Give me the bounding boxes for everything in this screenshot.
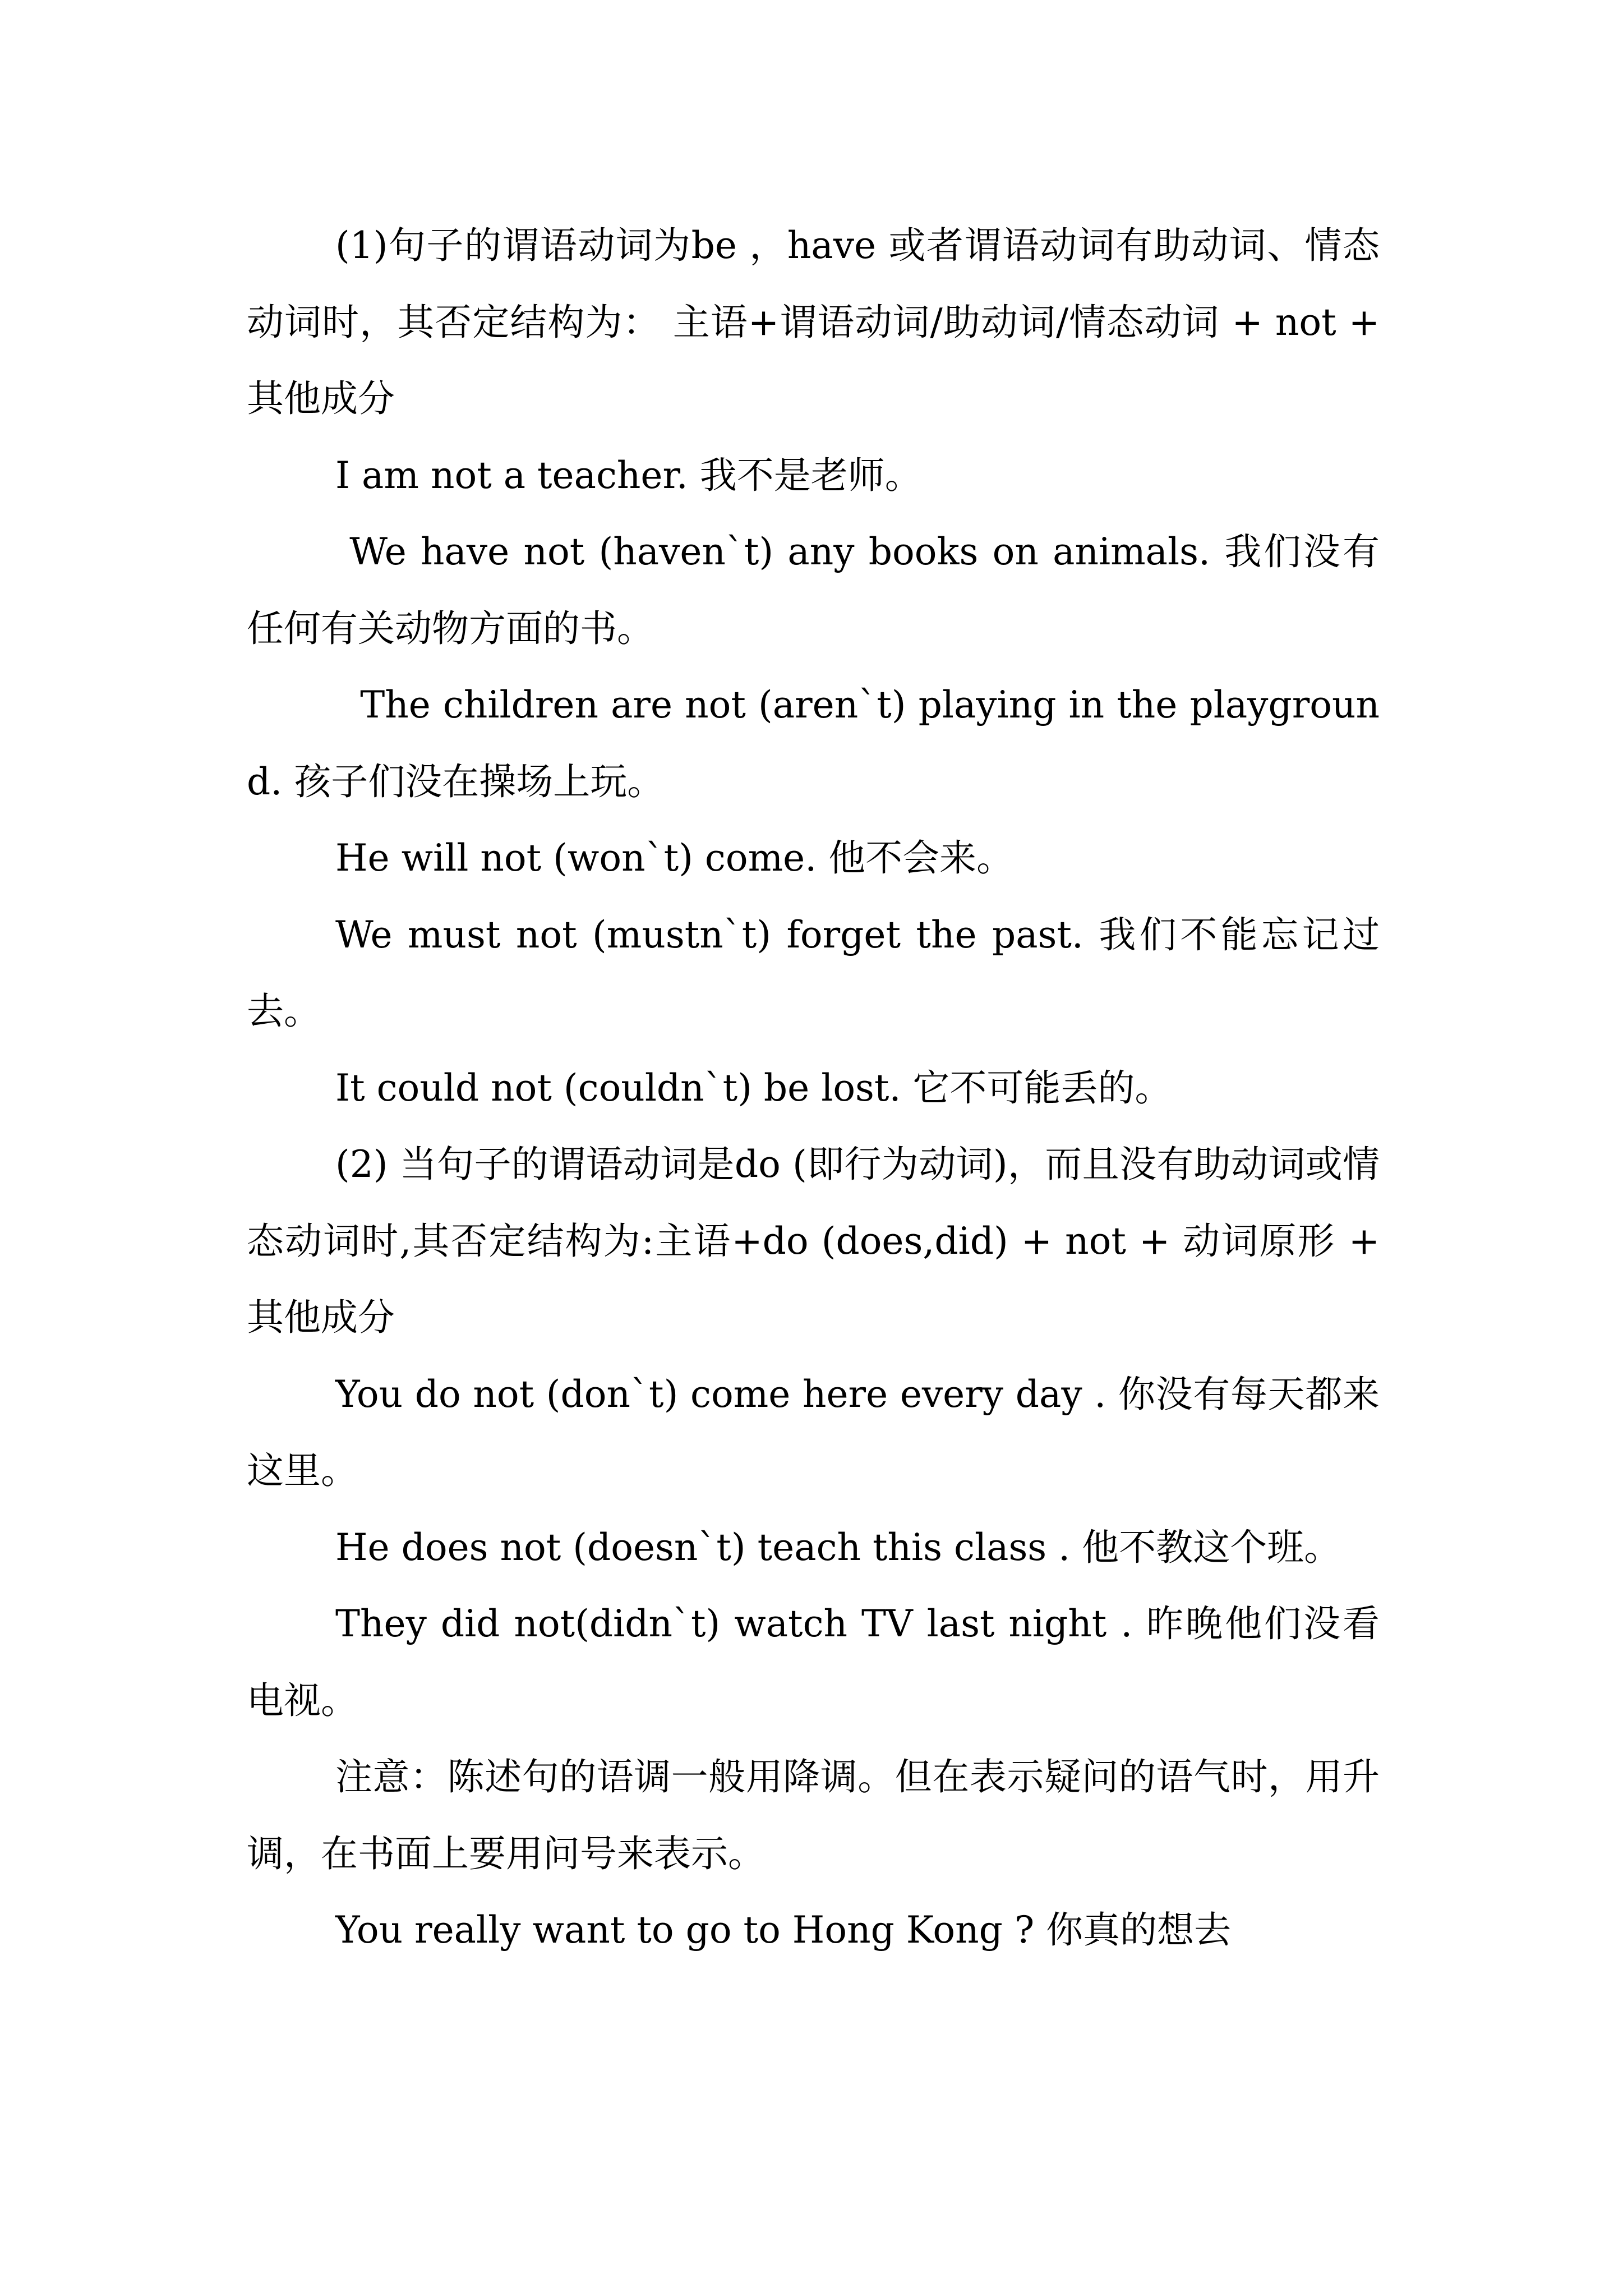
paragraph-note: 注意：陈述句的语调一般用降调。但在表示疑问的语气时，用升调，在书面上要用问号来表示。 (247, 1755, 1380, 1875)
example-sentence: They did not(didn`t) watch TV last night . 昨晚他们没看电视。 (247, 1602, 1380, 1722)
example-sentence: The children are not (aren`t) playing in the playground. 孩子们没在操场上玩。 (247, 683, 1380, 803)
paragraph-rule-1: (1)句子的谓语动词为be ，have 或者谓语动词有助动词、情态动词时，其否定结构为： 主语+谓语动词/助动词/情态动词 + not + 其他成分 (247, 224, 1391, 420)
example-sentence: You do not (don`t) come here every day . 你没有每天都来这里。 (247, 1372, 1380, 1492)
document-body (247, 208, 1391, 1969)
example-sentence: We have not (haven`t) any books on animals. 我们没有任何有关动物方面的书。 (247, 530, 1380, 650)
example-sentence: You really want to go to Hong Kong ? 你真的想去 (335, 1908, 1232, 1952)
paragraph-rule-2: (2) 当句子的谓语动词是do (即行为动词)，而且没有助动词或情态动词时,其否定结构为:主语+do (does,did) + not + 动词原形 + 其他成分 (247, 1143, 1391, 1339)
example-sentence: I am not a teacher. 我不是老师。 (335, 453, 922, 497)
example-sentence: We must not (mustn`t) forget the past. 我们不能忘记过去。 (247, 913, 1380, 1033)
example-sentence: He does not (doesn`t) teach this class . 他不教这个班。 (335, 1525, 1341, 1569)
example-sentence: He will not (won`t) come. 他不会来。 (335, 836, 1014, 880)
example-sentence: It could not (couldn`t) be lost. 它不可能丢的。 (335, 1066, 1172, 1110)
